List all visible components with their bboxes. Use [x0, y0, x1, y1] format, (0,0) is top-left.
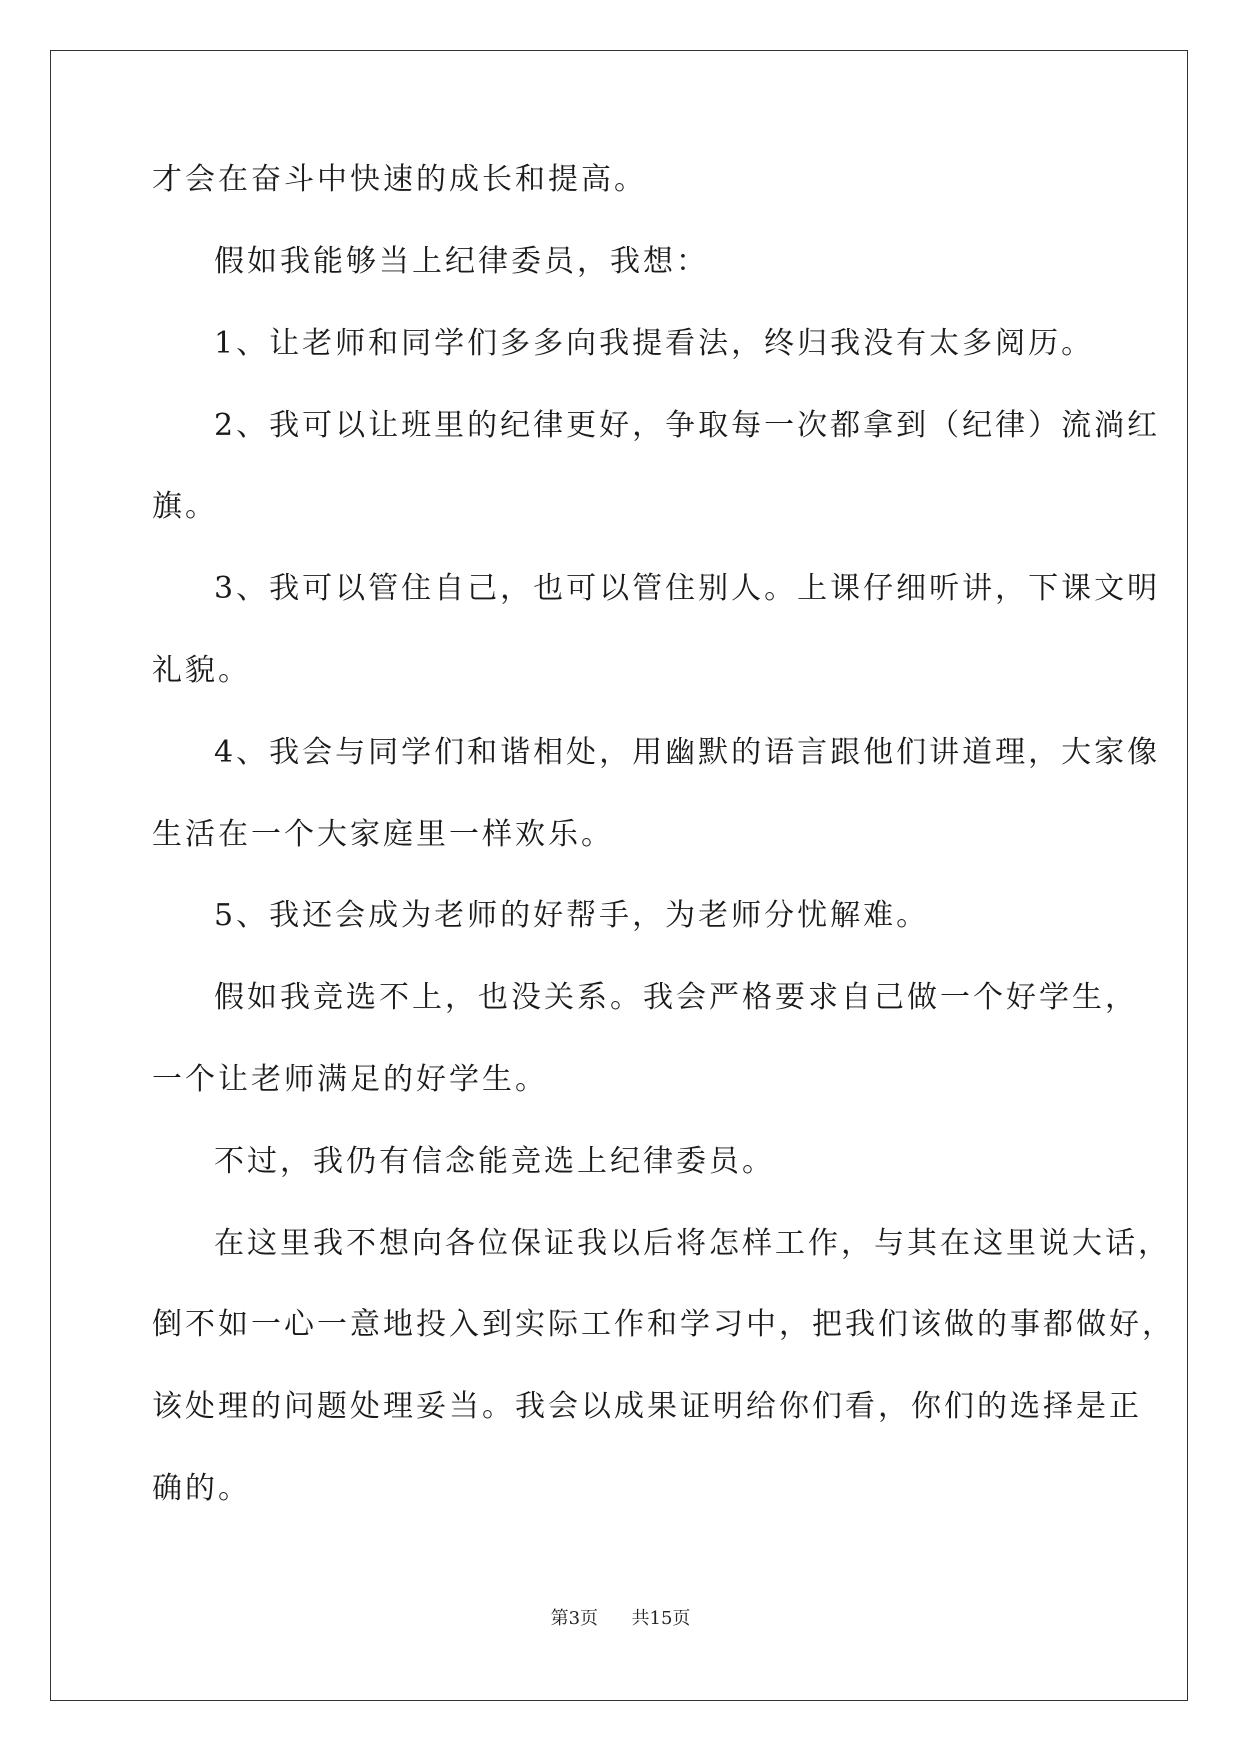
text-line: 在这里我不想向各位保证我以后将怎样工作，与其在这里说大话，	[214, 1226, 1171, 1261]
text-line: 2、我可以让班里的纪律更好，争取每一次都拿到（纪律）流淌红	[214, 408, 1161, 443]
page-footer	[0, 1604, 1241, 1630]
text-line: 才会在奋斗中快速的成长和提高。	[152, 162, 647, 197]
page-number: 第3页	[550, 1608, 599, 1629]
text-line: 4、我会与同学们和谐相处，用幽默的语言跟他们讲道理，大家像	[214, 735, 1161, 770]
text-line: 旗。	[152, 489, 218, 524]
text-line: 假如我能够当上纪律委员，我想：	[214, 244, 709, 279]
text-line: 确的。	[152, 1471, 251, 1506]
text-line: 假如我竞选不上，也没关系。我会严格要求自己做一个好学生，	[214, 980, 1138, 1015]
text-line: 1、让老师和同学们多多向我提看法，终归我没有太多阅历。	[214, 326, 1095, 361]
text-line: 3、我可以管住自己，也可以管住别人。上课仔细听讲，下课文明	[214, 571, 1161, 606]
page-frame	[50, 50, 1188, 1701]
text-line: 礼貌。	[152, 653, 251, 688]
text-line: 一个让老师满足的好学生。	[152, 1062, 548, 1097]
page-total: 共15页	[631, 1608, 691, 1629]
text-line: 该处理的问题处理妥当。我会以成果证明给你们看，你们的选择是正	[152, 1389, 1142, 1424]
text-line: 5、我还会成为老师的好帮手，为老师分忧解难。	[214, 898, 930, 933]
text-line: 生活在一个大家庭里一样欢乐。	[152, 817, 614, 852]
text-line: 倒不如一心一意地投入到实际工作和学习中，把我们该做的事都做好，	[152, 1307, 1175, 1342]
text-line: 不过，我仍有信念能竞选上纪律委员。	[214, 1144, 775, 1179]
